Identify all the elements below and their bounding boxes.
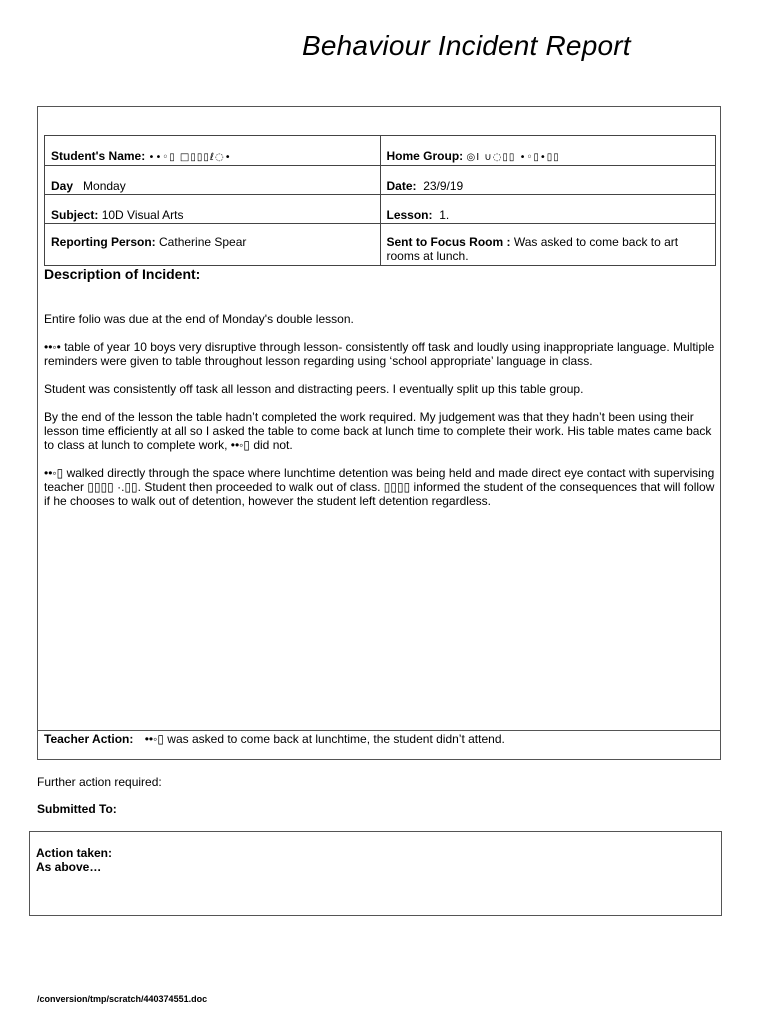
focus-room-value: Was asked to come back to art rooms at lunch. <box>386 235 679 263</box>
home-group-label: Home Group: <box>386 149 464 163</box>
home-group-value: ◎I ∪◌▯▯ •◦▯•▯▯ <box>466 152 560 163</box>
table-row <box>45 136 716 166</box>
teacher-action-value: ••◦▯ was asked to come back at lunchtime, the student didn’t attend. <box>144 732 505 746</box>
teacher-action-label: Teacher Action: <box>44 732 134 746</box>
footer-file-path: /conversion/tmp/scratch/440374551.doc <box>37 994 208 1004</box>
reporter-label: Reporting Person: <box>51 235 156 249</box>
student-name-label: Student's Name: <box>51 149 146 163</box>
lesson-label: Lesson: <box>386 208 433 222</box>
description-paragraph: ••◦• table of year 10 boys very disruptive through lesson- consistently off task and loudly using inappropriate language. Multiple reminders were given to table throughout lesson regarding using ‘school appropriate’ language in class. <box>44 340 715 368</box>
focus-room-label: Sent to Focus Room : <box>386 235 511 249</box>
submitted-to-label: Submitted To: <box>37 802 117 816</box>
description-paragraph: Student was consistently off task all lesson and distracting peers. I eventually split up this table group. <box>44 382 584 396</box>
day-label: Day <box>51 179 74 193</box>
action-taken-box <box>29 831 722 916</box>
action-taken-label: Action taken: <box>36 846 113 860</box>
description-paragraph: ••◦▯ walked directly through the space where lunchtime detention was being held and made direct eye contact with supervising teacher ▯▯▯▯ ·.▯▯. Student then proceeded to walk out of class. ▯▯▯▯ informed the student of the consequences that will follow if he chooses to walk out of detention, however the student left detention regardless. <box>44 466 715 508</box>
table-row <box>45 195 716 224</box>
subject-cell <box>45 195 381 224</box>
reporter-value: Catherine Spear <box>159 235 247 249</box>
subject-value: 10D Visual Arts <box>101 208 184 222</box>
table-row <box>45 166 716 195</box>
focus-room-cell <box>380 224 716 266</box>
lesson-cell <box>380 195 716 224</box>
date-value: 23/9/19 <box>423 179 464 193</box>
day-cell <box>45 166 381 195</box>
description-paragraph: By the end of the lesson the table hadn’t completed the work required. My judgement was that they hadn’t been using their lesson time efficiently at all so I asked the table to come back at lunch time to complete their work. His table mates came back to class at lunch to complete work, ••◦▯ did not. <box>44 410 712 452</box>
info-table <box>44 135 716 266</box>
subject-label: Subject: <box>51 208 99 222</box>
action-taken <box>36 846 112 874</box>
lesson-value: 1. <box>439 208 450 222</box>
description-body <box>44 312 716 522</box>
date-cell <box>380 166 716 195</box>
description-paragraph: Entire folio was due at the end of Monday's double lesson. <box>44 312 354 326</box>
table-row <box>45 224 716 266</box>
home-group-cell <box>380 136 716 166</box>
action-taken-value: As above… <box>36 860 102 874</box>
date-label: Date: <box>386 179 417 193</box>
section-divider <box>37 730 721 731</box>
report-title: Behaviour Incident Report <box>302 30 631 61</box>
further-action-label: Further action required: <box>37 775 162 789</box>
day-value: Monday <box>83 179 126 193</box>
student-name-value: ••◦▯ □▯▯▯ℓ◌• <box>148 152 232 163</box>
student-name-cell <box>45 136 381 166</box>
description-heading: Description of Incident: <box>44 266 201 282</box>
reporter-cell <box>45 224 381 266</box>
teacher-action <box>44 732 505 746</box>
